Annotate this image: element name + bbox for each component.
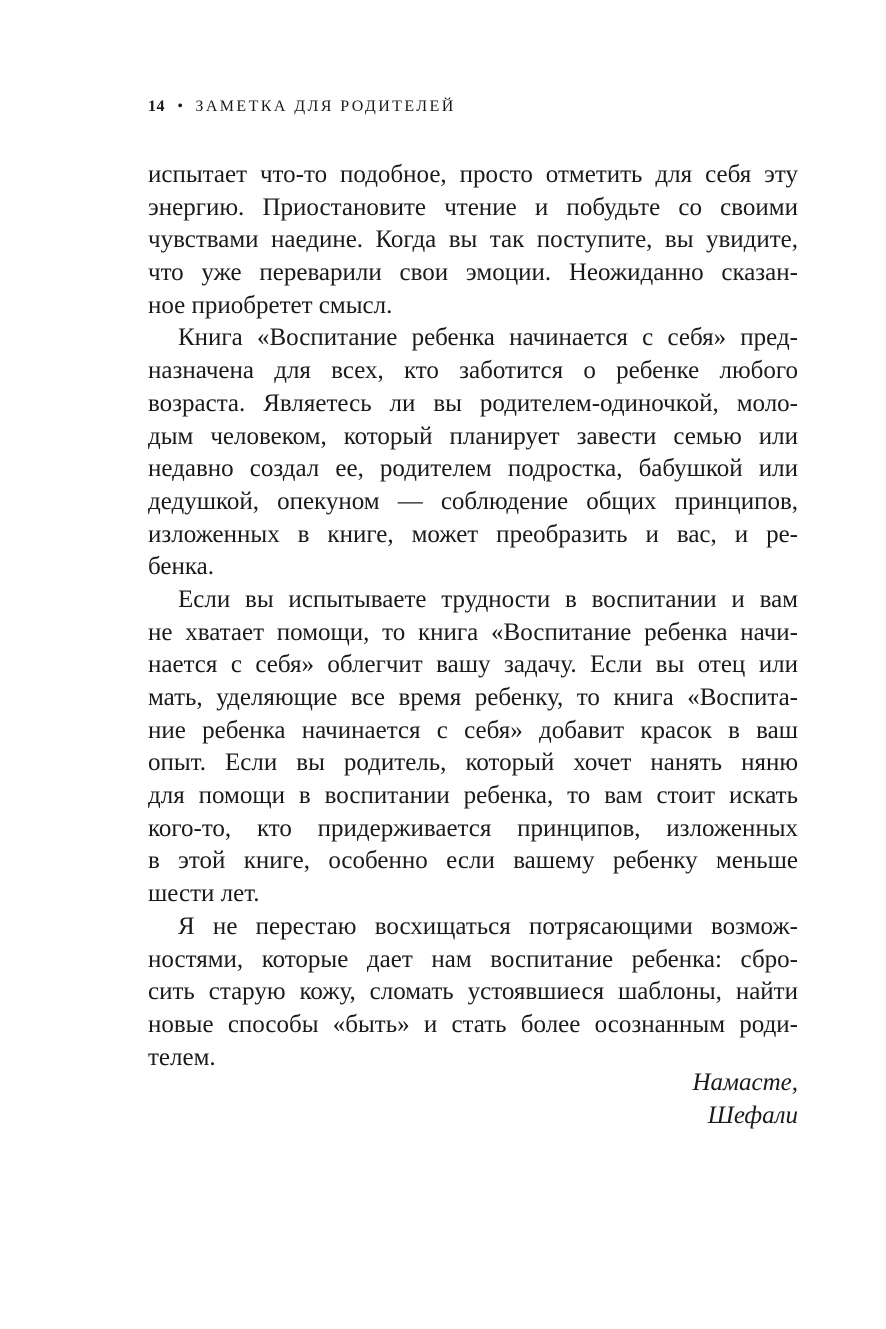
text-line: новые способы «быть» и стать более осознанным роди- [148,1010,798,1038]
text-line: Я не перестаю восхищаться потрясающими возмож- [178,912,798,940]
signature-greeting: Намасте, [692,1069,798,1096]
paragraph [148,159,798,322]
text-line: что уже переварили свои эмоции. Неожиданно сказан- [148,259,798,287]
text-line: мать, уделяющие все время ребенку, то книга «Воспита- [148,684,798,711]
text-line: бенка. [148,553,214,581]
section-title: ЗАМЕТКА ДЛЯ РОДИТЕЛЕЙ [195,98,456,115]
text-line: не хватает помощи, то книга «Воспитание ребенка начи- [148,618,798,646]
text-line: телем. [148,1043,216,1071]
text-line: сить старую кожу, сломать устоявшиеся шаблоны, найти [148,978,798,1006]
body-text [148,159,798,1074]
text-line: назначена для всех, кто заботится о ребенке любого [148,357,798,385]
text-line: ное приобретет смысл. [148,291,393,319]
text-line: ностями, которые дает нам воспитание ребенка: сбро- [148,945,798,973]
text-line: шести лет. [148,880,260,908]
text-line: дым человеком, который планирует завести семью или [148,422,798,450]
text-line: для помощи в воспитании ребенка, то вам стоит искать [148,782,798,810]
text-line: Книга «Воспитание ребенка начинается с себя» пред- [178,324,798,352]
text-line: возраста. Являетесь ли вы родителем-одиночкой, моло- [148,389,798,417]
signature-author: Шефали [707,1101,798,1129]
header-bullet: • [177,98,184,115]
paragraph [148,911,798,1074]
text-line: дедушкой, опекуном — соблюдение общих принципов, [148,487,798,515]
running-header [148,98,456,116]
text-line: чувствами наедине. Когда вы так поступите, вы увидите, [148,226,798,254]
text-line: изложенных в книге, может преобразить и вас, и ре- [148,520,798,548]
text-line: опыт. Если вы родитель, который хочет нанять няню [148,749,798,777]
text-line: в этой книге, особенно если вашему ребенку меньше [148,847,798,875]
text-line: ние ребенка начинается с себя» добавит красок в ваш [148,716,798,744]
text-line: испытает что-то подобное, просто отметить для себя эту [148,161,798,188]
page-number: 14 [148,98,165,115]
text-line: Если вы испытываете трудности в воспитании и вам [178,585,798,613]
signature [692,1067,798,1132]
text-line: нается с себя» облегчит вашу задачу. Если вы отец или [148,651,798,679]
paragraph [148,322,798,584]
paragraph [148,584,798,911]
text-line: кого-то, кто придерживается принципов, изложенных [148,814,798,842]
text-line: энергию. Приостановите чтение и побудьте со своими [148,193,798,221]
text-line: недавно создал ее, родителем подростка, бабушкой или [148,455,798,483]
